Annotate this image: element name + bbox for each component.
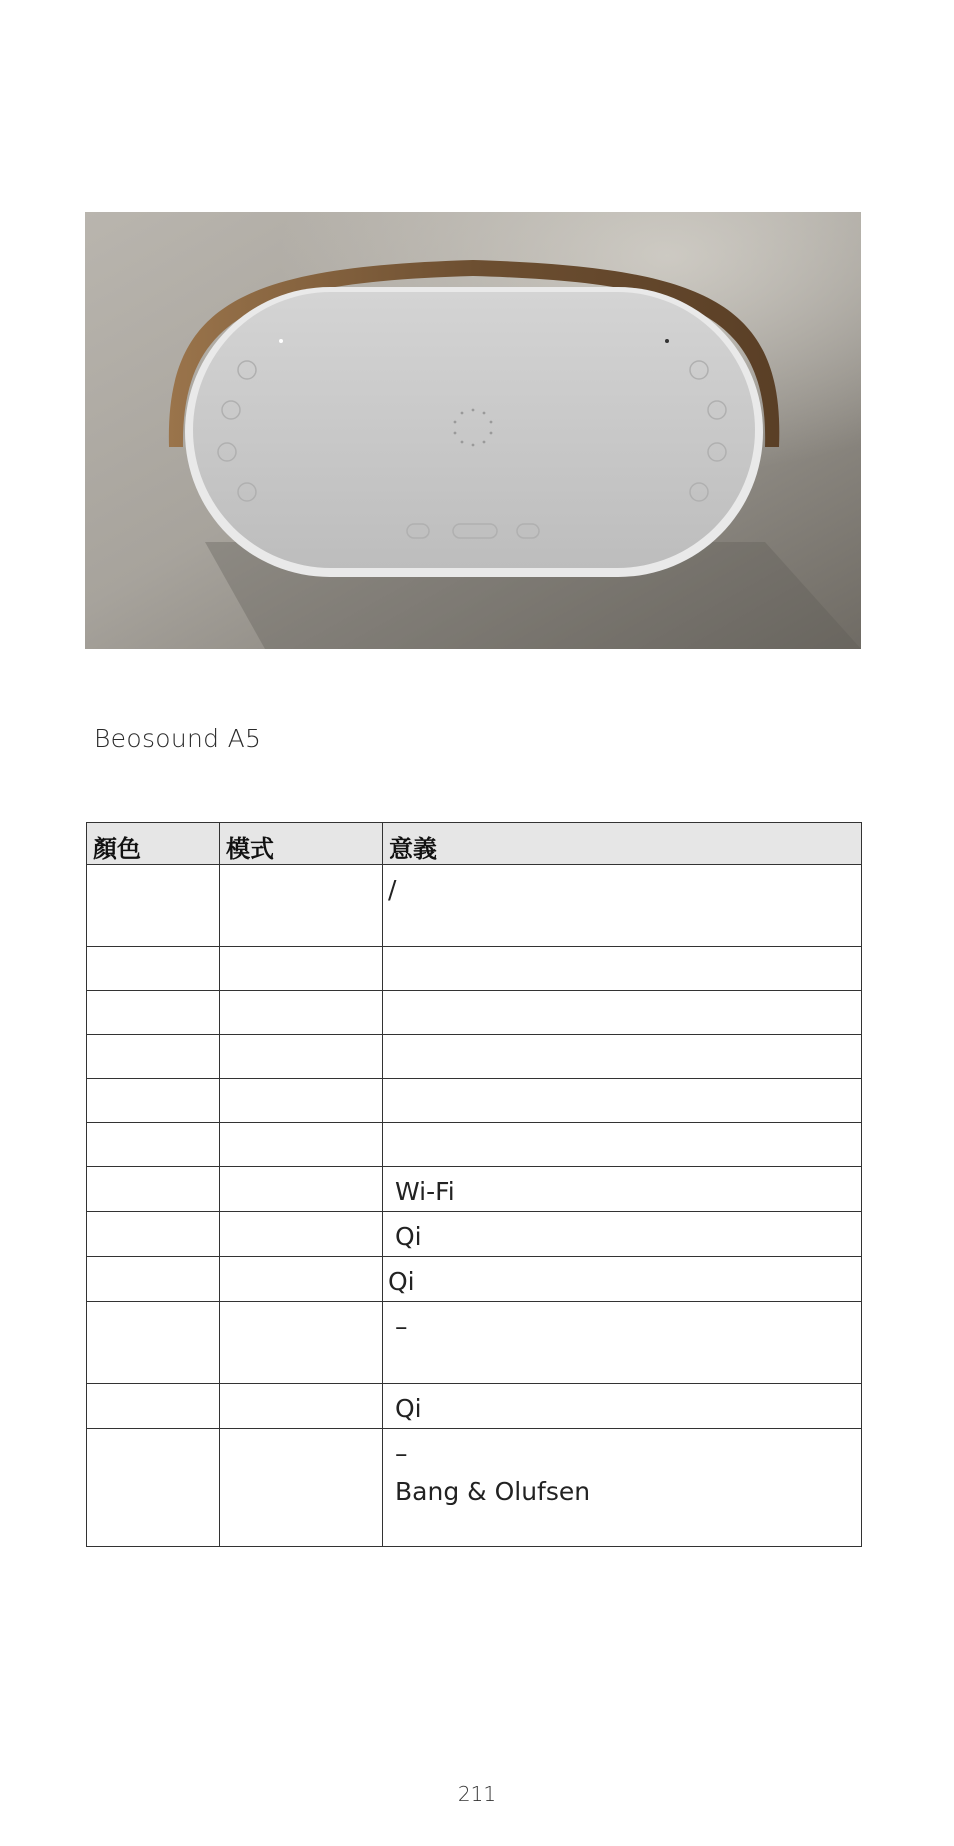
speaker-top	[193, 292, 755, 568]
meaning-text	[383, 991, 861, 997]
header-meaning: 意義	[383, 823, 862, 865]
cell-color	[87, 1079, 220, 1123]
meaning-text: Qi	[395, 1222, 422, 1251]
cell-meaning	[383, 1167, 862, 1212]
meaning-text: Qi	[395, 1394, 422, 1423]
cell-mode	[220, 1302, 383, 1384]
cell-color	[87, 1429, 220, 1547]
cell-color	[87, 1257, 220, 1302]
cell-color	[87, 947, 220, 991]
cell-mode	[220, 1257, 383, 1302]
table-row	[87, 1257, 862, 1302]
cell-color	[87, 1167, 220, 1212]
table-row	[87, 1384, 862, 1429]
cell-mode	[220, 1212, 383, 1257]
cell-meaning	[383, 1079, 862, 1123]
table-row	[87, 1212, 862, 1257]
cell-meaning	[383, 1302, 862, 1384]
header-mode: 模式	[220, 823, 383, 865]
cell-meaning	[383, 991, 862, 1035]
table-row	[87, 991, 862, 1035]
meaning-text: –	[395, 1312, 408, 1341]
cell-meaning	[383, 947, 862, 991]
cell-color	[87, 1384, 220, 1429]
cell-meaning	[383, 1257, 862, 1302]
cell-mode	[220, 947, 383, 991]
meaning-text: Bang & Olufsen	[395, 1477, 591, 1506]
table-row	[87, 1079, 862, 1123]
cell-mode	[220, 1035, 383, 1079]
cell-meaning	[383, 1212, 862, 1257]
led-status-table	[86, 822, 862, 1547]
cell-meaning	[383, 1384, 862, 1429]
cell-meaning	[383, 1035, 862, 1079]
cell-mode	[220, 1123, 383, 1167]
cell-color	[87, 1302, 220, 1384]
cell-meaning	[383, 865, 862, 947]
cell-color	[87, 865, 220, 947]
table-row	[87, 947, 862, 991]
table-header-row	[87, 823, 862, 865]
table-row	[87, 1167, 862, 1212]
cell-color	[87, 1212, 220, 1257]
cell-mode	[220, 865, 383, 947]
meaning-text: /	[388, 875, 397, 904]
cell-color	[87, 991, 220, 1035]
cell-color	[87, 1035, 220, 1079]
meaning-text	[383, 947, 861, 953]
table-row	[87, 865, 862, 947]
cell-meaning	[383, 1429, 862, 1547]
cell-mode	[220, 1429, 383, 1547]
speaker-illustration	[85, 212, 861, 649]
table-row	[87, 1429, 862, 1547]
meaning-text	[383, 1123, 861, 1129]
table-row	[87, 1302, 862, 1384]
cell-color	[87, 1123, 220, 1167]
cell-mode	[220, 1079, 383, 1123]
cell-meaning	[383, 1123, 862, 1167]
table-row	[87, 1035, 862, 1079]
meaning-text	[383, 1079, 861, 1085]
table-row	[87, 1123, 862, 1167]
cell-mode	[220, 1384, 383, 1429]
meaning-text: –	[395, 1439, 408, 1468]
page-number: 211	[457, 1782, 497, 1806]
cell-mode	[220, 991, 383, 1035]
meaning-text: Wi-Fi	[395, 1177, 455, 1206]
meaning-text: Qi	[388, 1267, 415, 1296]
cell-mode	[220, 1167, 383, 1212]
product-photo	[85, 212, 861, 649]
product-title: Beosound A5	[94, 724, 262, 753]
table-body	[87, 865, 862, 1547]
header-color: 顏色	[87, 823, 220, 865]
meaning-text	[383, 1035, 861, 1041]
